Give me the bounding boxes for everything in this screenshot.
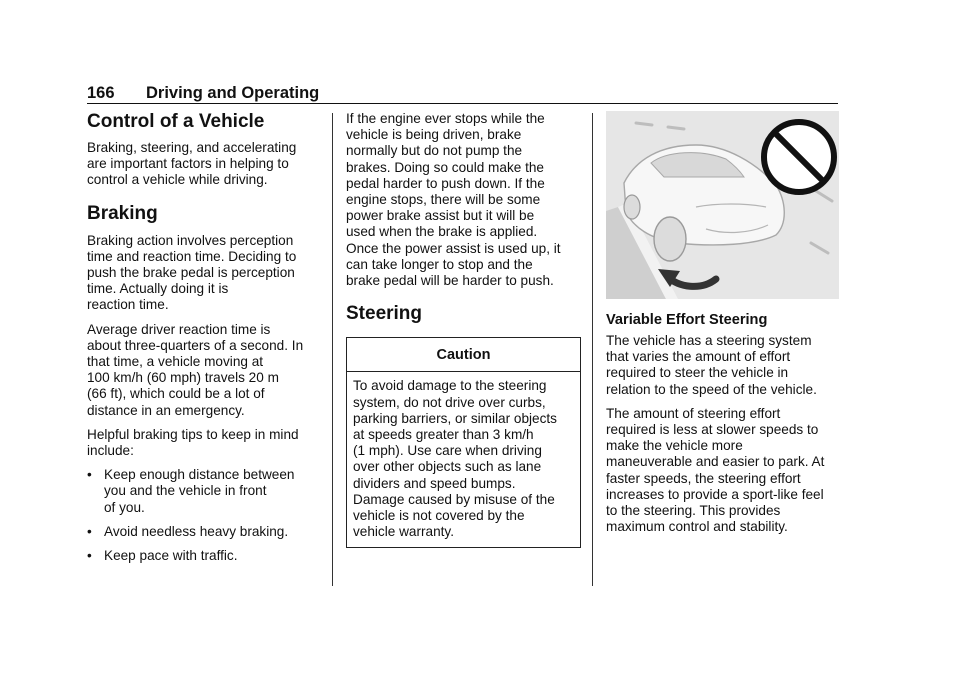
braking-tips-list (87, 467, 327, 564)
ves-paragraph-2: The amount of steering effort required is less at slower speeds to make the vehicle more maneuverable and easier to park. At faster speeds, the steering effort increases to provide a sport-like feel to the steering. This provides maximum control and stability. (606, 405, 825, 535)
page-header (87, 84, 838, 104)
variable-effort-steering-heading: Variable Effort Steering (606, 312, 768, 328)
engine-stop-paragraph: If the engine ever stops while the vehicle is being driven, brake normally but do not pump the brakes. Doing so could make the pedal harder to push down. If the engine stops, there will be some power brake assist but it will be used when the brake is applied. Once the power assist is used up, it can take longer to stop and the brake pedal will be harder to push. (346, 111, 561, 289)
tips-intro: Helpful braking tips to keep in mind include: (87, 426, 299, 459)
column-divider (332, 113, 333, 586)
list-item: • Keep enough distance between you and the vehicle in front of you. (87, 467, 295, 515)
list-item: • Keep pace with traffic. (87, 548, 238, 564)
chapter-title: Driving and Operating (146, 84, 320, 102)
no-curb-climb-illustration-icon (606, 111, 839, 299)
reaction-time-paragraph: Average driver reaction time is about three-quarters of a second. In that time, a vehicle moving at 100 km/h (60 mph) travels 20 m (66 ft), which could be a lot of distance in an emergency. (87, 321, 304, 418)
column-1 (87, 111, 327, 572)
intro-paragraph: Braking, steering, and accelerating are important factors in helping to control a vehicle while driving. (87, 140, 297, 188)
caution-text: To avoid damage to the steering system, do not drive over curbs, parking barriers, or similar objects at speeds greater than 3 km/h (1 mph). Use care when driving over other objects such as lane dividers and speed bumps. Damage caused by misuse of the vehicle is not covered by the vehicle warranty. (353, 378, 557, 540)
caution-box (346, 337, 581, 548)
ves-paragraph-1: The vehicle has a steering system that varies the amount of effort required to steer the vehicle in relation to the speed of the vehicle. (606, 333, 817, 397)
column-divider (592, 113, 593, 586)
page-number: 166 (87, 84, 115, 102)
bullet-icon: • (87, 548, 92, 564)
braking-paragraph: Braking action involves perception time and reaction time. Deciding to push the brake pedal is perception time. Actually doing it is reaction time. (87, 232, 297, 313)
section-title: Control of a Vehicle (87, 111, 265, 132)
list-item: • Avoid needless heavy braking. (87, 523, 289, 539)
bullet-icon: • (87, 523, 92, 539)
steering-heading: Steering (346, 303, 423, 325)
header-rule (87, 103, 838, 104)
column-2 (346, 111, 581, 548)
bullet-icon: • (87, 467, 92, 483)
caution-title: Caution (347, 338, 580, 372)
column-3 (606, 111, 842, 543)
braking-heading: Braking (87, 202, 158, 224)
